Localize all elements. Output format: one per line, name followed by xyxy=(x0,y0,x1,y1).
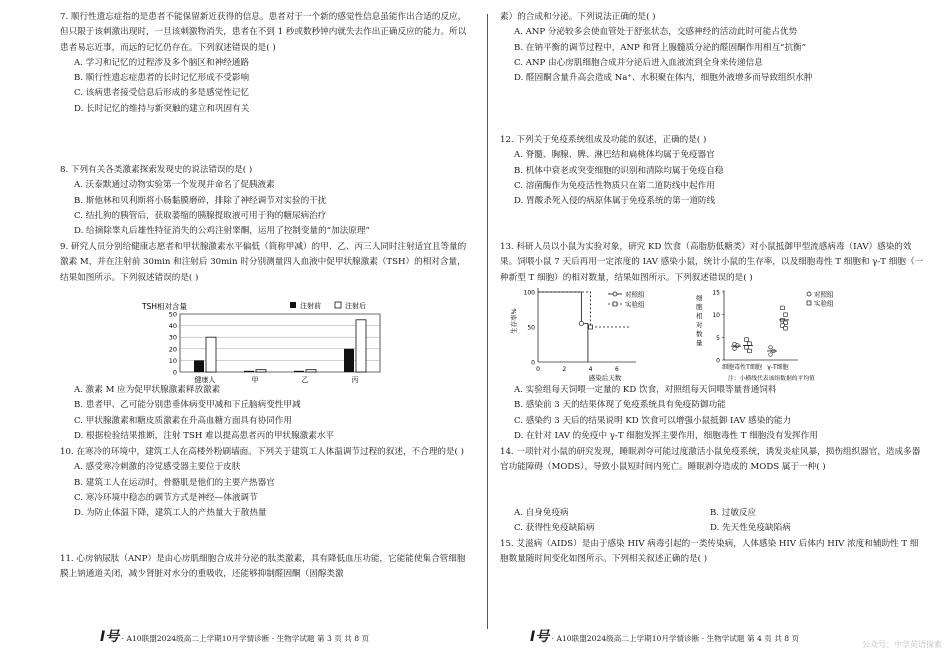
legend-label-before: 注射前 xyxy=(300,302,321,310)
y-axis-label: 生存率% xyxy=(510,308,518,334)
question-13-options xyxy=(500,383,925,444)
q14-stem: 14. 一项针对小鼠的研究发现，睡眠剥夺可能过度激活小鼠免疫系统，诱发炎症风暴，损伤组织器官，造成多器官功能障碍（MODS），导致小鼠短时间内死亡。睡眠剥夺造成的 MODS 属于一种( ) xyxy=(500,447,921,473)
legend-label-control: 对照组 xyxy=(625,290,645,299)
y-tick-label: 50 xyxy=(527,324,535,332)
chart-title: TSH相对含量 xyxy=(142,302,187,311)
control-point xyxy=(733,347,737,351)
y-axis-label-char: 数 xyxy=(696,330,703,338)
q13-option-d: D. 在针对 IAV 的免疫中 γ-T 细胞发挥主要作用，细胞毒性 T 细胞没有发挥作用 xyxy=(514,430,818,441)
question-15 xyxy=(500,537,925,568)
y-axis-label-char: 相 xyxy=(696,312,703,320)
cell-scatter-chart xyxy=(688,284,868,384)
q13-option-a: A. 实验组每天饲喂一定量的 KD 饮食，对照组每天饲喂等量普通饲料 xyxy=(514,385,777,395)
q11-option-d: D. 醛固酮含量升高会造成 Na⁺、水积聚在体内，细胞外液增多而导致组织水肿 xyxy=(514,73,813,84)
q9-stem: 9. 研究人员分别给健康志愿者和甲状腺激素水平偏低（简称甲减）的甲、乙、丙三人同时注射适宜且等量的激素 M，并在注射前 30min 和注射后 30min 时分别测量四人血液中促甲状腺激素（TSH）的相对含量，结果如图所示。下列叙述错误的是( ) xyxy=(60,242,467,283)
legend-label-experiment: 实验组 xyxy=(625,300,645,309)
footer-left xyxy=(100,626,369,646)
control-point xyxy=(736,344,740,348)
series-line-experiment xyxy=(538,292,630,327)
y-tick-label: 15 xyxy=(712,289,720,297)
question-11 xyxy=(60,552,470,583)
q13-stem: 13. 科研人员以小鼠为实验对象，研究 KD 饮食（高脂肪低糖类）对小鼠抵御甲型流感病毒（IAV）感染的效果。饲喂小鼠 7 天后再用一定浓度的 IAV 感染小鼠，统计小鼠的生存率，以及细胞毒性 T 细胞和 γ-T 细胞（一种新型 T 细胞）的相对数量，结果如图所示。下列叙述错误的是( ) xyxy=(500,242,924,283)
y-tick-label: 10 xyxy=(168,356,177,365)
q12-option-a: A. 脊髓、胸腺、脾、淋巴结和扁桃体均属于免疫器官 xyxy=(514,150,715,161)
x-tick-label: 细胞毒性T细胞 xyxy=(722,364,762,371)
q8-option-a: A. 沃泰默通过动物实验第一个发现并命名了促胰液素 xyxy=(74,180,275,191)
q13-option-b: B. 感染前 3 天的结果体现了免疫系统具有免疫防御功能 xyxy=(514,400,726,411)
x-tick-label: γ-T细胞 xyxy=(767,364,789,371)
q11-option-b: B. 在钠平衡的调节过程中，ANP 和肾上腺髓质分泌的醛固酮作用相互“抗衡” xyxy=(514,42,807,53)
q12-stem: 12. 下列关于免疫系统组成及功能的叙述，正确的是( ) xyxy=(500,135,707,145)
q10-stem: 10. 在寒冷的环境中，建筑工人在高楼外粉刷墙面。下列关于建筑工人体温调节过程的叙述，不合理的是( ) xyxy=(60,447,464,457)
q14-option-a: A. 自身免疫病 xyxy=(514,508,569,518)
x-tick-label: 2 xyxy=(562,366,567,373)
right-column xyxy=(500,0,930,654)
experiment-point xyxy=(784,326,788,330)
y-tick-label: 30 xyxy=(168,333,177,342)
control-point xyxy=(769,346,773,350)
footer-right xyxy=(530,626,799,646)
q7-option-a: A. 学习和记忆的过程涉及多个脑区和神经通路 xyxy=(74,57,249,68)
experiment-point xyxy=(748,342,752,346)
bar-after-0 xyxy=(206,337,216,372)
legend-marker-experiment xyxy=(613,302,617,306)
question-13 xyxy=(500,240,925,286)
x-axis-label: 感染后天数 xyxy=(588,374,622,382)
q11-stem: 11. 心房钠尿肽（ANP）是由心房肌细胞合成并分泌的肽类激素，具有降低血压功能，它能能使集合管细胞膜上钠通道关闭，减少肾脏对水分的重吸收，还能够抑制醛固酮（固醇类激 xyxy=(60,554,466,580)
q14-option-b: B. 过敏反应 xyxy=(710,508,757,518)
x-tick-label: 甲 xyxy=(251,376,259,384)
q8-option-c: C. 结扎狗的胰管后，获取萎缩的胰腺提取液可用于狗的糖尿病治疗 xyxy=(74,210,327,221)
y-axis-label-char: 对 xyxy=(696,321,703,329)
legend-label-after: 注射后 xyxy=(345,302,366,310)
question-11-continued xyxy=(500,10,925,86)
q8-option-d: D. 给摘除睾丸后雄性特征消失的公鸡注射睾酮，运用了控制变量的“加法原理” xyxy=(74,226,370,237)
x-tick-label: 健康人 xyxy=(194,376,216,384)
series-line-control xyxy=(538,292,588,362)
experiment-marker xyxy=(589,325,593,329)
watermark: 公众号：中学英语探索 xyxy=(862,640,942,649)
legend-marker-experiment xyxy=(807,301,811,305)
y-tick-label: 20 xyxy=(168,345,177,354)
q7-option-c: C. 该病患者接受信息后形成的多是感觉性记忆 xyxy=(74,88,250,99)
q10-option-c: C. 寒冷环境中稳态的调节方式是神经—体液调节 xyxy=(74,492,258,503)
y-tick-label: 0 xyxy=(531,359,535,367)
q15-stem: 15. 艾滋病（AIDS）是由于感染 HIV 病毒引起的一类传染病，人体感染 HIV 后体内 HIV 浓度和辅助性 T 细胞数量随时间变化如图所示。下列相关叙述正确的是( ) xyxy=(500,539,919,565)
question-8 xyxy=(60,163,470,239)
q9-option-b: B. 患者甲、乙可能分别患垂体病变甲减和下丘脑病变性甲减 xyxy=(74,400,301,411)
chart-note: 注：小横线代表该组数据的平均值 xyxy=(728,376,815,382)
question-14 xyxy=(500,445,925,476)
question-9-options xyxy=(60,383,470,444)
x-tick-label: 4 xyxy=(588,366,593,373)
q11-cont: 素）的合成和分泌。下列说法正确的是( ) xyxy=(500,12,656,22)
y-tick-label: 40 xyxy=(168,322,177,331)
bar-before-1 xyxy=(244,371,254,372)
q10-option-d: D. 为防止体温下降，建筑工人的产热量大于散热量 xyxy=(74,508,267,519)
x-tick-label: 丙 xyxy=(351,376,359,384)
bar-before-3 xyxy=(344,349,354,372)
experiment-point xyxy=(781,306,785,310)
control-marker xyxy=(579,321,583,325)
question-12 xyxy=(500,133,925,209)
legend-marker-control xyxy=(807,292,811,296)
q11-option-c: C. ANP 由心房肌细胞合成并分泌后进入血液流到全身来传递信息 xyxy=(514,57,763,68)
control-point xyxy=(769,353,773,357)
q9-option-d: D. 根据检验结果推断，注射 TSH 难以提高患者丙的甲状腺激素水平 xyxy=(74,430,335,441)
legend-label-control: 对照组 xyxy=(814,290,834,299)
q11-option-a: A. ANP 分泌较多会使血管处于舒张状态，交感神经的活动此时可能占优势 xyxy=(514,27,798,38)
left-column xyxy=(60,0,490,654)
q7-option-d: D. 长时记忆的维持与新突触的建立和巩固有关 xyxy=(74,103,250,114)
tsh-bar-chart xyxy=(140,300,390,388)
q12-option-d: D. 胃酸杀死入侵的病原体属于免疫系统的第一道防线 xyxy=(514,196,716,207)
y-tick-label: 0 xyxy=(172,368,177,377)
footer-left-text: · A10联盟2024级高二上学期10月学情诊断 · 生物学试题 第 3 页 共 8 页 xyxy=(121,634,370,643)
q10-option-b: B. 建筑工人在运动时，骨骼肌是他们的主要产热器官 xyxy=(74,477,275,488)
legend-label-experiment: 实验组 xyxy=(814,299,834,308)
q9-option-a: A. 激素 M 应为促甲状腺激素释放激素 xyxy=(74,385,221,395)
q7-stem: 7. 顺行性遗忘症指的是患者不能保留新近获得的信息。患者对于一个新的感觉性信息虽能作出合适的反应，但只限于该刺激出现时，一旦该刺激物消失，患者在不到 1 秒或数秒钟内就失去作出正确反应的能力。所以患者易忘近事，而远的记忆仍存在。下列叙述错误的是( ) xyxy=(60,12,467,53)
legend-marker-control xyxy=(613,292,617,296)
y-tick-label: 10 xyxy=(712,312,720,320)
y-tick-label: 0 xyxy=(716,357,720,365)
y-axis-label-char: 量 xyxy=(696,339,703,347)
experiment-point xyxy=(748,349,752,353)
x-tick-label: 乙 xyxy=(301,376,309,384)
y-tick-label: 50 xyxy=(168,310,177,319)
q10-option-a: A. 感受寒冷刺激的冷觉感受器主要位于皮肤 xyxy=(74,462,241,473)
bar-after-1 xyxy=(256,370,266,372)
bar-before-0 xyxy=(194,360,204,372)
q13-option-c: C. 感染约 3 天后的结果说明 KD 饮食可以增强小鼠抵御 IAV 感染的能力 xyxy=(514,415,792,426)
x-tick-label: 0 xyxy=(536,366,540,373)
q14-option-d: D. 先天性免疫缺陷病 xyxy=(710,523,791,533)
footer-right-text: · A10联盟2024级高二上学期10月学情诊断 · 生物学试题 第 4 页 共 8 页 xyxy=(551,634,800,643)
y-tick-label: 5 xyxy=(716,334,720,342)
logo: I号 xyxy=(100,629,120,645)
x-tick-label: 6 xyxy=(614,366,619,373)
logo: I号 xyxy=(530,629,550,645)
q7-option-b: B. 顺行性遗忘症患者的长时记忆形成不受影响 xyxy=(74,73,250,84)
y-axis-label-char: 细 xyxy=(696,294,703,302)
y-axis-label-char: 胞 xyxy=(696,303,703,311)
q12-option-c: C. 溶菌酶作为免疫活性物质只在第二道防线中起作用 xyxy=(514,180,715,191)
column-divider xyxy=(487,14,488,629)
q8-stem: 8. 下列有关各类激素探索发现史的说法错误的是( ) xyxy=(60,165,253,175)
experiment-point xyxy=(745,338,749,342)
q8-option-b: B. 斯他林和贝利斯将小肠黏膜磨碎，排除了神经调节对实验的干扰 xyxy=(74,195,327,206)
q14-option-c: C. 获得性免疫缺陷病 xyxy=(514,523,595,533)
q9-option-c: C. 甲状腺激素和糖皮质激素在升高血糖方面具有协同作用 xyxy=(74,415,292,426)
legend-swatch-before xyxy=(290,302,296,308)
question-10 xyxy=(60,445,470,521)
question-7 xyxy=(60,10,470,117)
y-tick-label: 100 xyxy=(523,289,535,297)
legend-swatch-after xyxy=(335,302,341,308)
survival-line-chart xyxy=(510,284,690,384)
experiment-point xyxy=(745,346,749,350)
experiment-point xyxy=(784,313,788,317)
bar-after-3 xyxy=(356,320,366,372)
q12-option-b: B. 机体中衰老或突变细胞的识别和清除均属于免疫自稳 xyxy=(514,165,724,176)
bar-before-2 xyxy=(294,371,304,372)
question-9 xyxy=(60,240,470,286)
bar-after-2 xyxy=(306,370,316,372)
